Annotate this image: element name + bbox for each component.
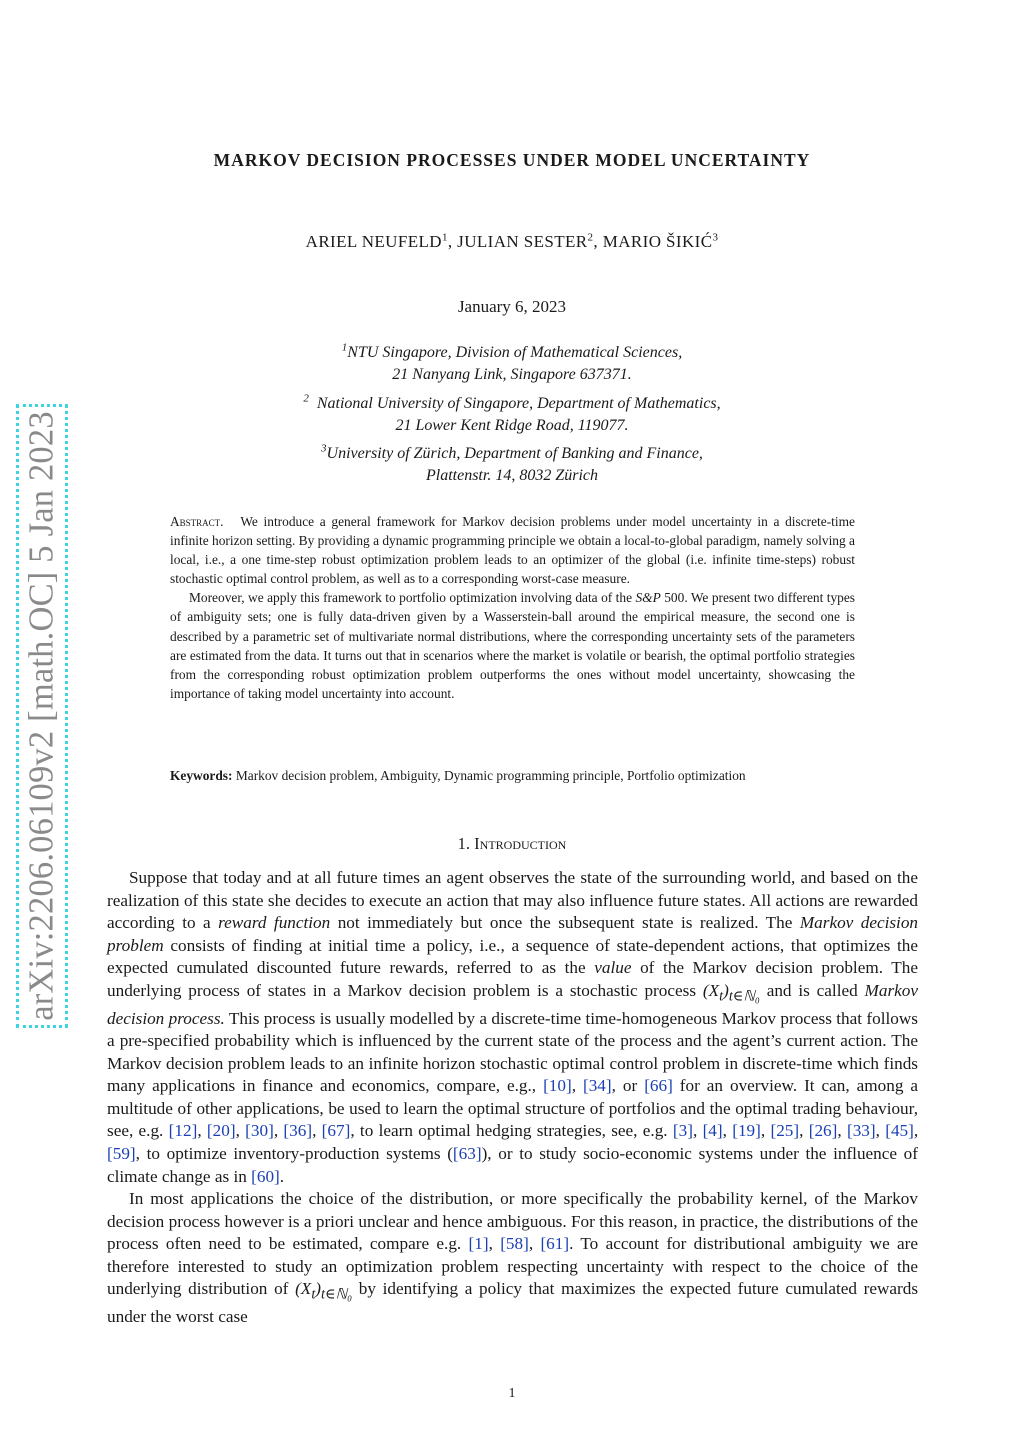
text: not immediately but once the subsequent state is realized. The — [337, 913, 793, 933]
process-notation — [295, 1279, 353, 1303]
paper-title: MARKOV DECISION PROCESSES UNDER MODEL UNCERTAINTY — [213, 150, 811, 170]
keywords-label: Keywords: — [170, 768, 233, 783]
citation-link[interactable]: [36] — [283, 1121, 313, 1141]
text: for an overview. It can, among a multitude of other applications, be used to learn the optimal structure of portfolios and the optimal trading behaviour, see, e.g. — [107, 1076, 919, 1141]
math-subscript: t — [311, 1286, 316, 1303]
text: or — [622, 1076, 638, 1096]
affiliation-3 — [0, 443, 1024, 487]
page-number: 1 — [508, 1386, 516, 1401]
text: by identifying a policy that maximizes the expected future cumulated rewards under the worst case — [107, 1279, 919, 1327]
process-notation — [702, 980, 760, 1005]
citation-link[interactable]: [12] — [168, 1121, 198, 1141]
text: In most applications the choice of the distribution, or more specifically the probability kernel, of the Markov decision process however is a priori unclear and hence ambiguous. For this reason, in practice, the distributions of the process often need to be estimated, compare e.g. — [107, 1189, 918, 1254]
citation-link[interactable]: [20] — [206, 1121, 236, 1141]
citation-link[interactable]: [59] — [107, 1144, 136, 1163]
emphasis: reward function — [218, 913, 331, 933]
affiliation-mark: 3 — [712, 231, 719, 244]
citation-link[interactable]: [58] — [500, 1234, 529, 1254]
affiliation-mark: 1 — [441, 231, 448, 244]
affiliation-line: 21 Lower Kent Ridge Road, 119077. — [395, 417, 629, 434]
emphasis: value — [594, 958, 632, 978]
citation-link[interactable]: [25] — [770, 1121, 800, 1141]
keywords — [170, 766, 855, 785]
section-number: 1. — [457, 834, 471, 853]
body-paragraph: In most applications the choice of the distribution, or more specifically the probability kernel, of the Markov decision process however is a priori unclear and hence ambiguous. For this reason, in practice, the distributions of the process often need to be estimated, compare e.g. [1], [58], [61]. To account for distributional ambiguity we are therefore interested to study an optimization problem respecting uncertainty with respect to the choice of the underlying distribution of $(X_t)_{t\in ℕ_0}$ by identifying a policy that maximizes the expected future cumulated rewards under the worst case — [107, 1189, 919, 1327]
section-title: Introduction — [474, 834, 567, 853]
text: Suppose that today and at all future times an agent observes the state of the surrounding world, and based on the realization of this state she decides to execute an action that may also influence future states. All actions are rewarded according to a — [107, 868, 918, 933]
affiliation-mark: 1 — [341, 341, 348, 354]
abstract-paragraph — [170, 588, 855, 703]
sp-index: S&P — [635, 590, 661, 606]
citation-link[interactable]: [1] — [468, 1234, 489, 1254]
abstract-text: Moreover, we apply this framework to portfolio optimization involving data of the — [189, 590, 633, 606]
citation-link[interactable]: [60] — [251, 1166, 280, 1186]
text: ), or to study socio-economic systems under the influence of climate change as in — [107, 1144, 918, 1186]
citation-link[interactable]: [66] — [644, 1076, 673, 1096]
math-subscript: t — [719, 988, 724, 1005]
math-subscript: t∈ℕ₀ — [728, 988, 760, 1005]
author-list: ARIEL NEUFELD$^1$, JULIAN SESTER$^2$, MARIO ŠIKIĆ$^3$ — [305, 231, 719, 251]
text: to optimize inventory-production systems ( — [146, 1144, 453, 1163]
citation-link[interactable]: [30] — [245, 1121, 274, 1141]
text: . — [279, 1166, 285, 1186]
citation-link[interactable]: [34] — [582, 1076, 612, 1096]
text: and is called — [766, 980, 858, 1000]
citation-link[interactable]: [4] — [702, 1121, 723, 1141]
citation-link[interactable]: [3] — [672, 1121, 693, 1141]
affiliation-mark: 3 — [321, 442, 327, 455]
citation-link[interactable]: [33] — [846, 1121, 876, 1141]
author-name: ARIEL NEUFELD — [305, 232, 442, 251]
author-name: JULIAN SESTER — [457, 232, 588, 251]
affiliation-line: University of Zürich, Department of Banking and Finance, — [326, 445, 703, 462]
emphasis: Markov decision process. — [107, 980, 918, 1028]
affiliation-line: Plattenstr. 14, 8032 Zürich — [425, 467, 598, 484]
abstract — [170, 512, 855, 703]
text: consists of finding at initial time a policy, i.e., a sequence of state-dependent actions, that optimizes the expected cumulated discounted future rewards, referred to as the — [107, 935, 918, 978]
abstract-text: We introduce a general framework for Markov decision problems under model uncertainty in a discrete-time infinite horizon setting. By providing a dynamic programming principle we obtain a local-to-global paradigm, namely solving a local, i.e., a one time-step robust optimization problem leads to an optimizer of the global (i.e. infinite time-steps) robust stochastic optimal control problem, as well as to a corresponding worst-case measure. — [170, 514, 855, 587]
citation-link[interactable]: [61] — [540, 1234, 570, 1254]
paper-date: January 6, 2023 — [457, 297, 567, 316]
citation-link[interactable]: [10] — [543, 1076, 572, 1096]
citation-link[interactable]: [45] — [885, 1121, 914, 1141]
math-symbol: ) — [723, 980, 729, 1000]
affiliation-1 — [0, 342, 1024, 386]
math-symbol: (X — [702, 980, 720, 1000]
affiliation-line: National University of Singapore, Department of Mathematics, — [316, 395, 721, 412]
citation-link[interactable]: [19] — [732, 1121, 761, 1141]
emphasis: Markov decision problem — [107, 913, 919, 955]
affiliation-2 — [0, 393, 1024, 437]
abstract-text: 500. We present two different types of ambiguity sets; one is fully data-driven given by a Wasserstein-ball around the empirical measure, the second one is described by a parametric set of multivariate normal distributions, where the corresponding uncertainty sets of the parameters are estimated from the data. It turns out that in scenarios where the market is volatile or bearish, the optimal portfolio strategies from the corresponding robust optimization problem outperforms the ones without model uncertainty, showcasing the importance of taking model uncertainty into account. — [170, 590, 856, 701]
affiliation-mark: 2 — [587, 231, 594, 244]
citation-link[interactable]: [67] — [321, 1121, 351, 1141]
body-paragraph: Suppose that today and at all future times an agent observes the state of the surrounding world, and based on the realization of this state she decides to execute an action that may also influence future states. All actions are rewarded according to a reward function not immediately but once the subsequent state is realized. The Markov decision problem consists of finding at initial time a policy, i.e., a sequence of state-dependent actions, that optimizes the expected cumulated discounted future rewards, referred to as the value of the Markov decision problem. The underlying process of states in a Markov decision problem is a stochastic process $(X_t)_{t\in ℕ_0}$ and is called Markov decision process. This process is usually modelled by a discrete-time time-homogeneous Markov process that follows a pre-specified probability which is influenced by the current state of the process and the agent’s current action. The Markov decision problem leads to an infinite horizon stochastic optimal control problem in discrete-time which finds many applications in finance and economics, compare, e.g., [10], [34], or [66] for an overview. It can, among a multitude of other applications, be used to learn the optimal structure of portfolios and the optimal trading behaviour, see, e.g. [12], [20], [30], [36], [67], to learn optimal hedging strategies, see, e.g. [3], [4], [19], [25], [26], [33], [45], [59], to optimize inventory-production systems ([63]), or to study socio-economic systems under the influence of climate change as in [60]. — [107, 868, 919, 1186]
keywords-text: Markov decision problem, Ambiguity, Dynamic programming principle, Portfolio optimization — [235, 768, 746, 783]
affiliation-line: NTU Singapore, Division of Mathematical Sciences, — [347, 344, 683, 361]
abstract-paragraph — [170, 512, 855, 588]
citation-link[interactable]: [26] — [808, 1121, 838, 1141]
introduction-body — [107, 867, 918, 1329]
text: to learn optimal hedging strategies, see, e.g. — [359, 1121, 668, 1141]
affiliation-mark: 2 — [303, 392, 309, 405]
affiliation-line: 21 Nanyang Link, Singapore 637371. — [392, 366, 632, 383]
text: of the Markov decision problem. The underlying process of states in a Markov decision problem is a stochastic process — [107, 958, 919, 1000]
arxiv-stamp — [16, 404, 68, 1028]
math-subscript: t∈ℕ₀ — [321, 1286, 353, 1303]
text: . To account for distributional ambiguity we are therefore interested to study an optimization problem respecting uncertainty with respect to the choice of the underlying distribution of — [107, 1234, 918, 1299]
math-symbol: (X — [295, 1279, 312, 1299]
arxiv-identifier[interactable]: arXiv:2206.06109v2 [math.OC] 5 Jan 2023 — [22, 411, 61, 1021]
abstract-label: Abstract. — [170, 514, 224, 529]
citation-link[interactable]: [63] — [452, 1144, 482, 1163]
math-symbol: ) — [315, 1279, 322, 1299]
author-name: MARIO ŠIKIĆ — [602, 232, 713, 251]
text: This process is usually modelled by a discrete-time time-homogeneous Markov process that follows a pre-specified probability which is influenced by the current state of the process and the agent’s current action. The Markov decision problem leads to an infinite horizon stochastic optimal control problem in discrete-time which finds many applications in finance and economics, compare, e.g., — [107, 1008, 918, 1096]
section-heading — [0, 834, 1024, 854]
